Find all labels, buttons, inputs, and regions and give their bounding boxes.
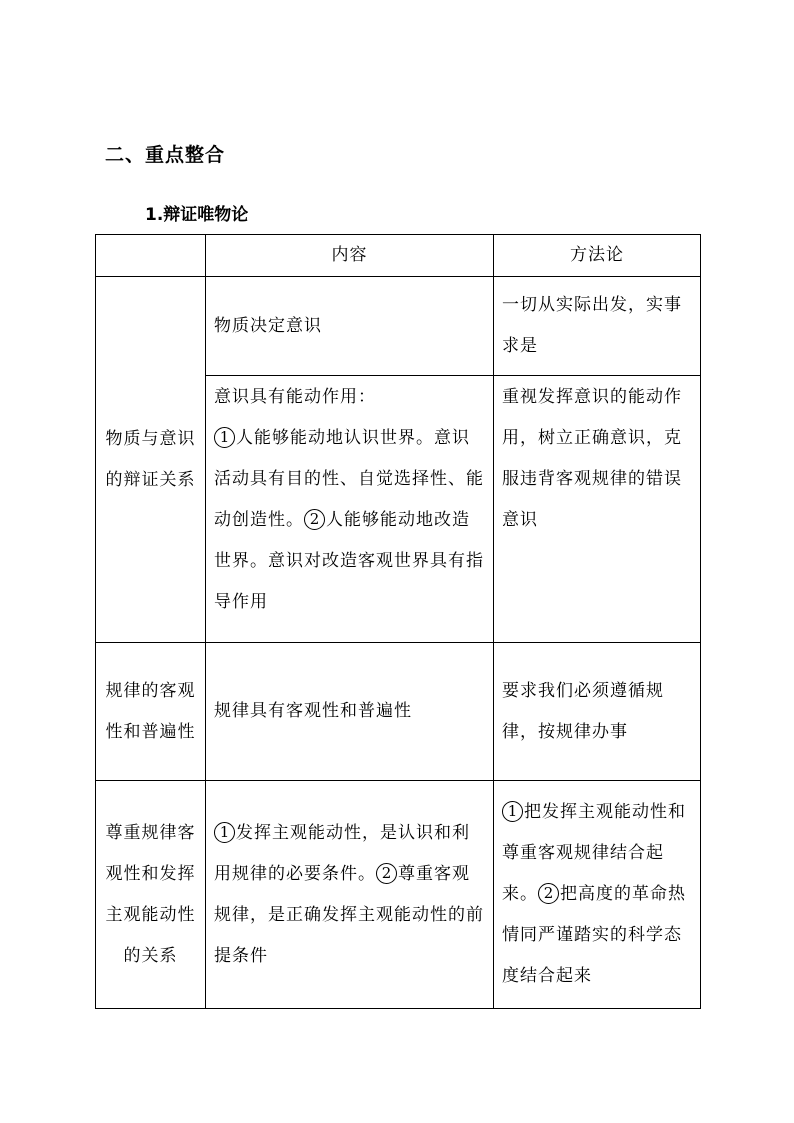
circled-number-2: 2	[304, 509, 325, 530]
table-row	[96, 277, 701, 376]
topic-cell-law-objectivity: 规律的客观性和普遍性	[96, 643, 206, 781]
content-cell	[206, 376, 494, 643]
circled-number-1: 1	[214, 427, 235, 448]
method-cell: 要求我们必须遵循规律，按规律办事	[494, 643, 701, 781]
topic-cell-matter-consciousness: 物质与意识的辩证关系	[96, 277, 206, 643]
circled-number-2: 2	[376, 863, 397, 884]
method-cell: 一切从实际出发，实事求是	[494, 277, 701, 376]
header-cell-method: 方法论	[494, 235, 701, 277]
section-title: 1.辩证唯物论	[145, 205, 249, 225]
method-point-2: 把高度的革命热情同严谨踏实的科学态度结合起来	[502, 884, 686, 986]
content-cell: 规律具有客观性和普遍性	[206, 643, 494, 781]
content-point-2: 尊重客观规律，是正确发挥主观能动性的前提条件	[214, 863, 484, 966]
circled-number-1: 1	[502, 801, 523, 822]
table-row	[96, 643, 701, 781]
content-point-2: 人能够能动地改造世界。意识对改造客观世界具有指导作用	[214, 510, 484, 612]
method-point-1: 把发挥主观能动性和尊重客观规律结合起来。	[502, 802, 686, 904]
table-row	[96, 781, 701, 1009]
summary-table	[95, 234, 701, 1009]
circled-number-1: 1	[214, 822, 235, 843]
header-cell-topic	[96, 235, 206, 277]
content-point-1: 发挥主观能动性，是认识和利用规律的必要条件。	[214, 822, 470, 884]
method-cell: 重视发挥意识的能动作用，树立正确意识，克服违背客观规律的错误意识	[494, 376, 701, 643]
page-heading: 二、重点整合	[105, 144, 226, 166]
table-header-row	[96, 235, 701, 277]
content-point-1: 人能够能动地认识世界。意识活动具有目的性、自觉选择性、能动创造性。	[214, 428, 484, 530]
header-cell-content: 内容	[206, 235, 494, 277]
content-intro: 意识具有能动作用：	[214, 387, 376, 407]
method-cell	[494, 781, 701, 1009]
circled-number-2: 2	[538, 883, 559, 904]
content-cell: 物质决定意识	[206, 277, 494, 376]
topic-cell-law-and-agency: 尊重规律客观性和发挥主观能动性的关系	[96, 781, 206, 1009]
content-cell	[206, 781, 494, 1009]
